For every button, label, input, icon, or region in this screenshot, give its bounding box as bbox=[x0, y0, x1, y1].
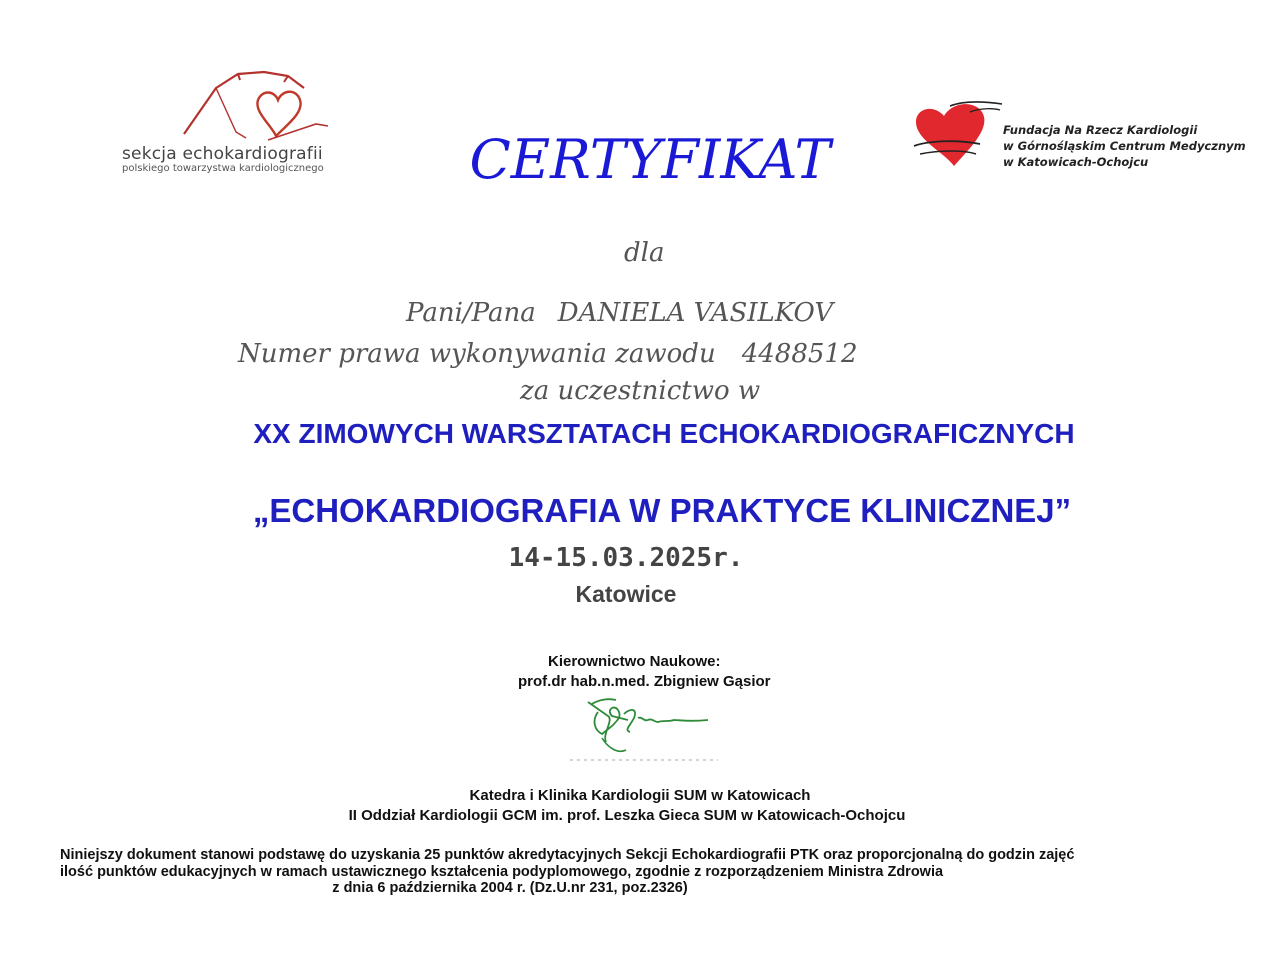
license-line bbox=[238, 339, 857, 369]
foundation-line-2: w Górnośląskim Centrum Medycznym bbox=[1003, 139, 1246, 153]
accreditation-note bbox=[60, 847, 1220, 897]
signature-image bbox=[568, 690, 728, 770]
logo-left-subtitle: polskiego towarzystwa kardiologicznego bbox=[122, 163, 324, 174]
event-name: XX ZIMOWYCH WARSZTATACH ECHOKARDIOGRAFICZNYCH bbox=[253, 418, 1075, 449]
license-number: 4488512 bbox=[741, 339, 858, 369]
event-subtitle: „ECHOKARDIOGRAFIA W PRAKTYCE KLINICZNEJ” bbox=[252, 492, 1072, 529]
participation-label: za uczestnictwo w bbox=[520, 376, 761, 406]
note-line-3: z dnia 6 października 2004 r. (Dz.U.nr 231, poz.2326) bbox=[332, 880, 688, 896]
logo-left-name: sekcja echokardiografii bbox=[122, 144, 323, 164]
event-city: Katowice bbox=[575, 581, 677, 607]
foundation-line-1: Fundacja Na Rzecz Kardiologii bbox=[1003, 123, 1198, 137]
for-label: dla bbox=[624, 238, 665, 268]
note-line-2: ilość punktów edukacyjnych w ramach ustawicznego kształcenia podyplomowego, zgodnie z rozporządzeniem Ministra Zdrowia bbox=[60, 863, 944, 880]
event-date: 14-15.03.2025r. bbox=[508, 543, 744, 573]
foundation-line-3: w Katowicach-Ochojcu bbox=[1003, 155, 1149, 169]
recipient-name: DANIELA VASILKOV bbox=[557, 298, 834, 328]
certificate-title: CERTYFIKAT bbox=[469, 128, 831, 191]
department-line-1: Katedra i Klinika Kardiologii SUM w Katowicach bbox=[469, 787, 811, 804]
salutation: Pani/Pana bbox=[406, 298, 536, 328]
note-line-1: Niniejszy dokument stanowi podstawę do uzyskania 25 punktów akredytacyjnych Sekcji Echokardiografii PTK oraz proporcjonalną do godzin zajęć bbox=[60, 847, 1075, 863]
department-line-2: II Oddział Kardiologii GCM im. prof. Leszka Gieca SUM w Katowicach-Ochojcu bbox=[348, 807, 906, 824]
scientific-director-name: prof.dr hab.n.med. Zbigniew Gąsior bbox=[518, 673, 771, 690]
scientific-direction-label: Kierownictwo Naukowe: bbox=[548, 653, 721, 670]
license-label: Numer prawa wykonywania zawodu bbox=[238, 339, 716, 369]
recipient-line bbox=[406, 298, 833, 328]
